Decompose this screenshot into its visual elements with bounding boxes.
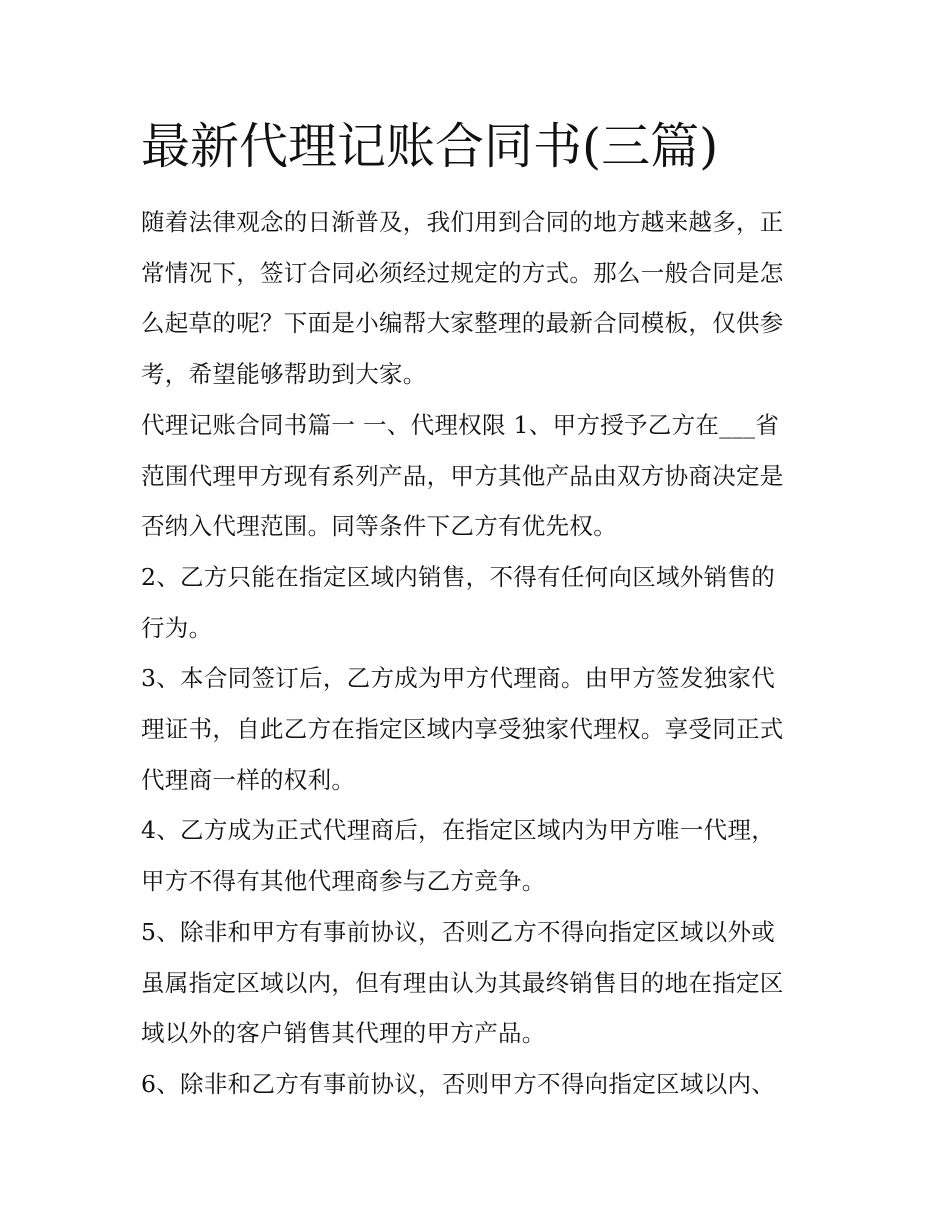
document-body: [141, 197, 821, 1110]
text-line: 6、除非和乙方有事前协议，否则甲方不得向指定区域以内、: [141, 1069, 776, 1098]
clause-6-paragraph: [141, 1059, 821, 1110]
clause-4-paragraph: [141, 805, 821, 906]
intro-paragraph: [141, 197, 821, 400]
text-line: 域以外的客户销售其代理的甲方产品。: [141, 1019, 546, 1048]
text-line: 常情况下，签订合同必须经过规定的方式。那么一般合同是怎: [141, 258, 784, 287]
document-title: 最新代理记账合同书(三篇): [141, 118, 719, 175]
text-line: 否纳入代理范围。同等条件下乙方有优先权。: [141, 512, 617, 541]
text-line: 5、除非和甲方有事前协议，否则乙方不得向指定区域以外或: [141, 917, 776, 946]
text-line: 虽属指定区域以内，但有理由认为其最终销售目的地在指定区: [141, 968, 784, 997]
text-line: 代理商一样的权利。: [141, 765, 356, 794]
text-line: 考，希望能够帮助到大家。: [141, 360, 427, 389]
text-line: 3、本合同签订后，乙方成为甲方代理商。由甲方签发独家代: [141, 664, 776, 693]
text-line: 范围代理甲方现有系列产品，甲方其他产品由双方协商决定是: [141, 461, 784, 490]
text-line: 4、乙方成为正式代理商后，在指定区域内为甲方唯一代理，: [141, 816, 776, 845]
text-line: 行为。: [141, 613, 213, 642]
clause-2-paragraph: [141, 552, 821, 653]
clause-5-paragraph: [141, 907, 821, 1059]
text-line: 甲方不得有其他代理商参与乙方竞争。: [141, 867, 546, 896]
text-line: 理证书，自此乙方在指定区域内享受独家代理权。享受同正式: [141, 715, 784, 744]
text-line: 么起草的呢？下面是小编帮大家整理的最新合同模板，仅供参: [141, 309, 784, 338]
clause-1-paragraph: [141, 400, 821, 552]
text-line: 2、乙方只能在指定区域内销售，不得有任何向区域外销售的: [141, 562, 776, 591]
text-line: 代理记账合同书篇一 一、代理权限 1、甲方授予乙方在___省: [141, 410, 780, 439]
text-line: 随着法律观念的日渐普及，我们用到合同的地方越来越多，正: [141, 208, 784, 236]
clause-3-paragraph: [141, 653, 821, 805]
